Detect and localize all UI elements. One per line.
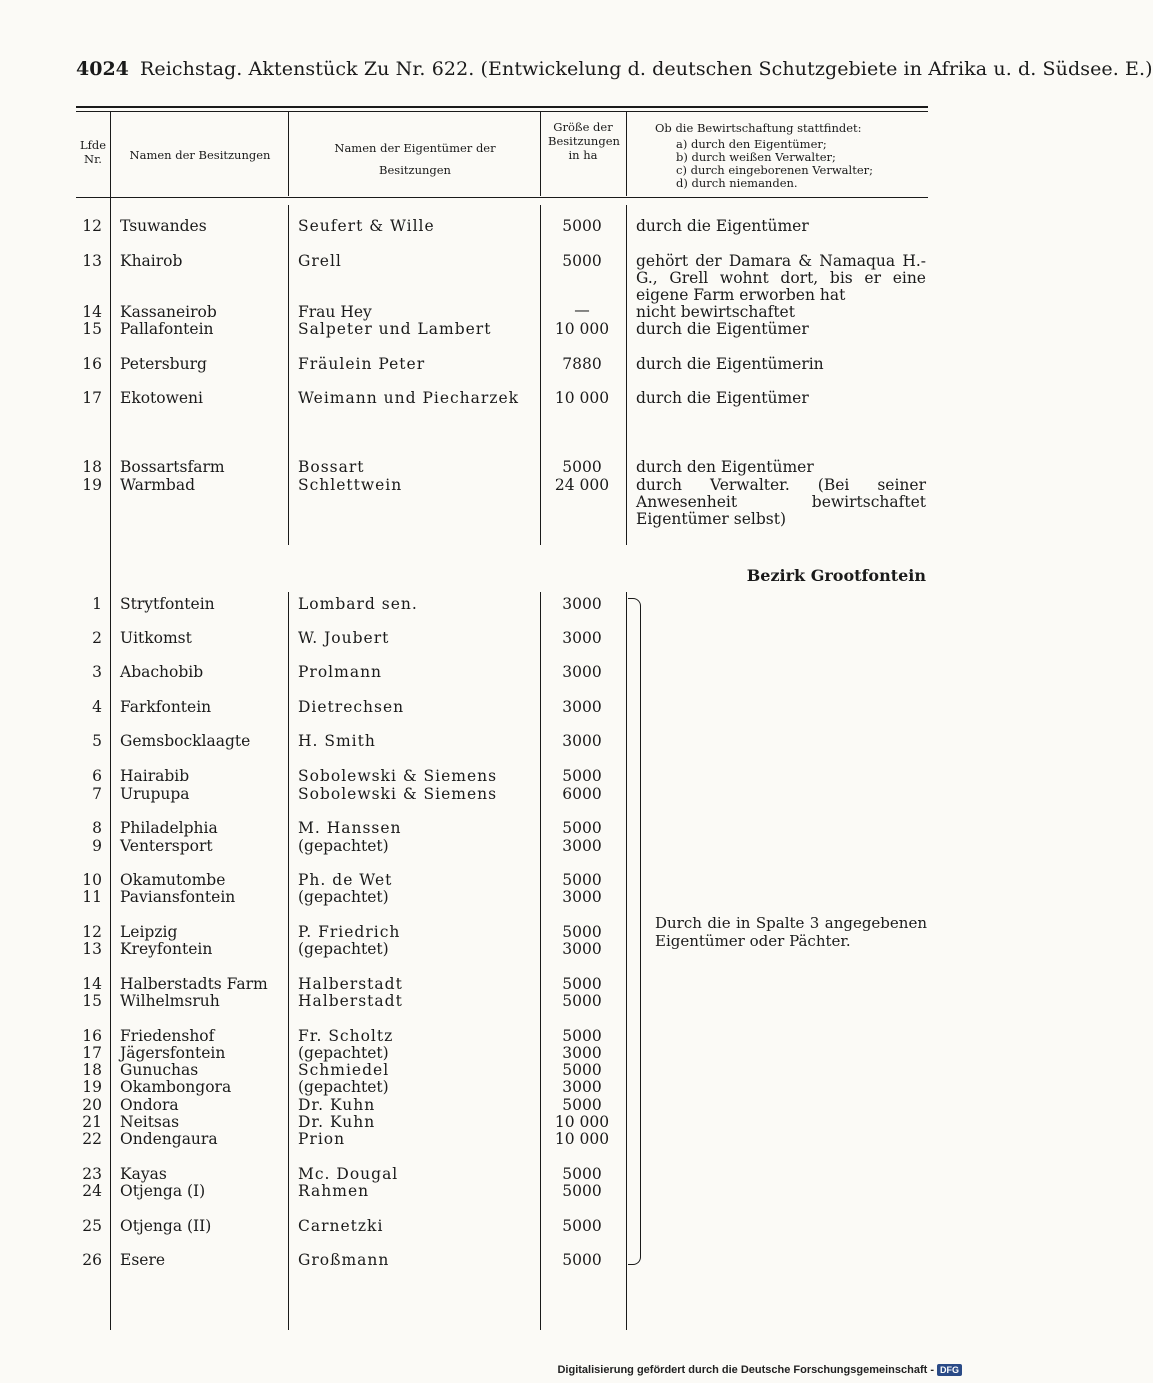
row-name: Ventersport [120, 837, 213, 855]
row-name: Ondengaura [120, 1130, 218, 1148]
row-nr: 20 [82, 1096, 102, 1114]
row-nr: 24 [82, 1182, 102, 1200]
row-owner: M. Hanssen [298, 819, 402, 837]
row-nr: 18 [82, 458, 102, 476]
row-name: Khairob [120, 252, 183, 270]
row-name: Paviansfontein [120, 888, 236, 906]
footer [557, 1364, 962, 1376]
row-owner: Ph. de Wet [298, 871, 393, 889]
row-nr: 12 [82, 923, 102, 941]
col-header-remarks-title: Ob die Bewirtschaftung stattfindet: [655, 121, 862, 135]
row-owner: Prion [298, 1130, 346, 1148]
row-nr: 13 [82, 252, 102, 270]
col-header-remarks-a: a) durch den Eigentümer; [676, 137, 827, 151]
column-divider-2-district [288, 592, 289, 1330]
row-size: 3000 [562, 1078, 602, 1096]
row-name: Ekotoweni [120, 389, 203, 407]
row-name: Jägersfontein [120, 1044, 226, 1062]
row-owner: Schmiedel [298, 1061, 390, 1079]
row-nr: 16 [82, 355, 102, 373]
row-owner: Prolmann [298, 663, 383, 681]
row-size: 5000 [562, 1217, 602, 1235]
row-remark: durch Verwalter. (Bei seiner Anwesenheit bewirtschaftet Eigentümer selbst) [636, 476, 926, 528]
row-size: — [574, 301, 590, 319]
row-nr: 5 [92, 732, 102, 750]
row-size: 5000 [562, 1096, 602, 1114]
page-title: Reichstag. Aktenstück Zu Nr. 622. (Entwickelung d. deutschen Schutzgebiete in Afrika u. d. Südsee. E.) [140, 58, 1153, 80]
row-nr: 15 [82, 992, 102, 1010]
row-size: 5000 [562, 1165, 602, 1183]
dfg-logo: DFG [937, 1364, 962, 1376]
col-header-size: Größe der Besitzungen in ha [548, 120, 620, 162]
row-nr: 11 [82, 888, 102, 906]
row-size: 5000 [562, 767, 602, 785]
row-name: Uitkomst [120, 629, 192, 647]
row-size: 24 000 [554, 476, 610, 494]
col-header-remarks-c: c) durch eingeborenen Verwalter; [676, 163, 873, 177]
row-owner: Großmann [298, 1251, 390, 1269]
row-size: 3000 [562, 732, 602, 750]
row-name: Philadelphia [120, 819, 218, 837]
row-remark: durch den Eigentümer [636, 458, 814, 476]
row-owner: H. Smith [298, 732, 376, 750]
row-nr: 23 [82, 1165, 102, 1183]
row-nr: 19 [82, 1078, 102, 1096]
row-name: Wilhelmsruh [120, 992, 220, 1010]
row-owner: (gepachtet) [298, 940, 389, 958]
row-owner: Weimann und Piecharzek [298, 389, 520, 407]
row-nr: 22 [82, 1130, 102, 1148]
footer-text: Digitalisierung gefördert durch die Deutsche Forschungsgemeinschaft - [557, 1364, 934, 1376]
row-size: 10 000 [554, 1130, 610, 1148]
row-owner: (gepachtet) [298, 1078, 389, 1096]
row-nr: 7 [92, 785, 102, 803]
row-owner: Sobolewski & Siemens [298, 785, 498, 803]
col-header-nr: Lfde Nr. [79, 138, 107, 166]
row-name: Kassaneirob [120, 303, 217, 321]
col-header-remarks-d: d) durch niemanden. [676, 176, 798, 190]
row-nr: 8 [92, 819, 102, 837]
row-nr: 25 [82, 1217, 102, 1235]
column-divider-2-head [288, 112, 289, 196]
row-name: Kreyfontein [120, 940, 213, 958]
row-nr: 26 [82, 1251, 102, 1269]
col-header-name: Namen der Besitzungen [129, 148, 271, 162]
row-owner: (gepachtet) [298, 888, 389, 906]
row-size: 5000 [562, 923, 602, 941]
row-name: Hairabib [120, 767, 190, 785]
row-name: Okambongora [120, 1078, 232, 1096]
header-rule-top [76, 106, 928, 108]
row-nr: 16 [82, 1027, 102, 1045]
row-nr: 14 [82, 975, 102, 993]
row-owner: Lombard sen. [298, 595, 418, 613]
row-nr: 17 [82, 1044, 102, 1062]
row-name: Bossartsfarm [120, 458, 225, 476]
row-nr: 14 [82, 303, 102, 321]
table-header-rule [76, 197, 928, 198]
column-divider-4-district [626, 592, 627, 1330]
row-remark: durch die Eigentümer [636, 217, 809, 235]
row-remark: gehört der Damara & Namaqua H.-G., Grell wohnt dort, bis er eine eigene Farm erworben hat [636, 252, 926, 304]
row-nr: 10 [82, 871, 102, 889]
row-size: 5000 [562, 458, 602, 476]
col-header-owner: Namen der Eigentümer der Besitzungen [334, 141, 496, 177]
row-owner: (gepachtet) [298, 837, 389, 855]
row-name: Farkfontein [120, 698, 212, 716]
row-name: Halberstadts Farm [120, 975, 268, 993]
row-nr: 4 [92, 698, 102, 716]
row-size: 3000 [562, 698, 602, 716]
row-owner: Schlettwein [298, 476, 403, 494]
row-size: 5000 [562, 1182, 602, 1200]
column-divider-4-top [626, 205, 627, 545]
row-nr: 13 [82, 940, 102, 958]
row-size: 3000 [562, 1044, 602, 1062]
row-remark: durch die Eigentümer [636, 320, 809, 338]
brace-bottom [628, 1254, 641, 1265]
row-owner: Fräulein Peter [298, 355, 426, 373]
row-name: Pallafontein [120, 320, 214, 338]
row-name: Abachobib [120, 663, 204, 681]
column-divider-1 [110, 112, 111, 1330]
row-name: Neitsas [120, 1113, 180, 1131]
row-name: Kayas [120, 1165, 167, 1183]
row-size: 3000 [562, 940, 602, 958]
column-divider-3-top [540, 205, 541, 545]
row-size: 10 000 [554, 320, 610, 338]
row-size: 3000 [562, 837, 602, 855]
row-nr: 1 [92, 595, 102, 613]
page-header [76, 58, 1153, 86]
row-name: Gemsbocklaagte [120, 732, 251, 750]
district-title: Bezirk Grootfontein [746, 566, 926, 585]
row-owner: Halberstadt [298, 975, 403, 993]
row-name: Otjenga (II) [120, 1217, 212, 1235]
row-nr: 12 [82, 217, 102, 235]
row-size: 5000 [562, 1027, 602, 1045]
row-name: Otjenga (I) [120, 1182, 206, 1200]
row-size: 5000 [562, 819, 602, 837]
row-size: 5000 [562, 252, 602, 270]
page-number: 4024 [76, 58, 129, 80]
row-owner: Grell [298, 252, 342, 270]
row-size: 5000 [562, 217, 602, 235]
row-nr: 6 [92, 767, 102, 785]
row-size: 10 000 [554, 389, 610, 407]
row-owner: Dr. Kuhn [298, 1113, 376, 1131]
column-divider-2-top [288, 205, 289, 545]
row-name: Strytfontein [120, 595, 215, 613]
row-size: 5000 [562, 1061, 602, 1079]
row-name: Tsuwandes [120, 217, 207, 235]
row-owner: Halberstadt [298, 992, 403, 1010]
row-size: 3000 [562, 629, 602, 647]
row-nr: 19 [82, 476, 102, 494]
row-name: Okamutombe [120, 871, 226, 889]
row-size: 5000 [562, 992, 602, 1010]
row-size: 5000 [562, 1251, 602, 1269]
row-owner: Salpeter und Lambert [298, 320, 492, 338]
row-remark: durch die Eigentümerin [636, 355, 824, 373]
row-owner: Rahmen [298, 1182, 370, 1200]
row-size: 5000 [562, 975, 602, 993]
row-remark: durch die Eigentümer [636, 389, 809, 407]
row-nr: 17 [82, 389, 102, 407]
row-nr: 9 [92, 837, 102, 855]
row-size: 5000 [562, 871, 602, 889]
row-nr: 18 [82, 1061, 102, 1079]
row-nr: 21 [82, 1113, 102, 1131]
row-remark: nicht bewirtschaftet [636, 303, 795, 321]
row-size: 3000 [562, 888, 602, 906]
row-owner: Dr. Kuhn [298, 1096, 376, 1114]
row-owner: P. Friedrich [298, 923, 401, 941]
column-divider-3-district [540, 592, 541, 1330]
row-size: 3000 [562, 595, 602, 613]
brace-note: Durch die in Spalte 3 angegebenen Eigentümer oder Pächter. [655, 914, 927, 950]
row-owner: Bossart [298, 458, 365, 476]
row-size: 3000 [562, 663, 602, 681]
row-owner: Seufert & Wille [298, 217, 435, 235]
row-size: 6000 [562, 785, 602, 803]
row-owner: Dietrechsen [298, 698, 405, 716]
row-owner: (gepachtet) [298, 1044, 389, 1062]
column-divider-3-head [540, 112, 541, 196]
row-nr: 15 [82, 320, 102, 338]
column-divider-4-head [626, 112, 627, 196]
row-nr: 3 [92, 663, 102, 681]
row-owner: Frau Hey [298, 303, 372, 321]
row-name: Warmbad [120, 476, 196, 494]
col-header-remarks-b: b) durch weißen Verwalter; [676, 150, 836, 164]
row-owner: Mc. Dougal [298, 1165, 399, 1183]
brace-line [640, 608, 651, 1254]
row-name: Urupupa [120, 785, 190, 803]
header-rule-bottom [76, 111, 928, 112]
row-size: 10 000 [554, 1113, 610, 1131]
row-name: Friedenshof [120, 1027, 215, 1045]
row-name: Petersburg [120, 355, 207, 373]
row-name: Ondora [120, 1096, 179, 1114]
row-name: Leipzig [120, 923, 178, 941]
row-nr: 2 [92, 629, 102, 647]
row-name: Gunuchas [120, 1061, 199, 1079]
row-owner: Sobolewski & Siemens [298, 767, 498, 785]
row-name: Esere [120, 1251, 166, 1269]
row-owner: W. Joubert [298, 629, 390, 647]
row-owner: Fr. Scholtz [298, 1027, 394, 1045]
row-size: 7880 [562, 355, 602, 373]
row-owner: Carnetzki [298, 1217, 384, 1235]
